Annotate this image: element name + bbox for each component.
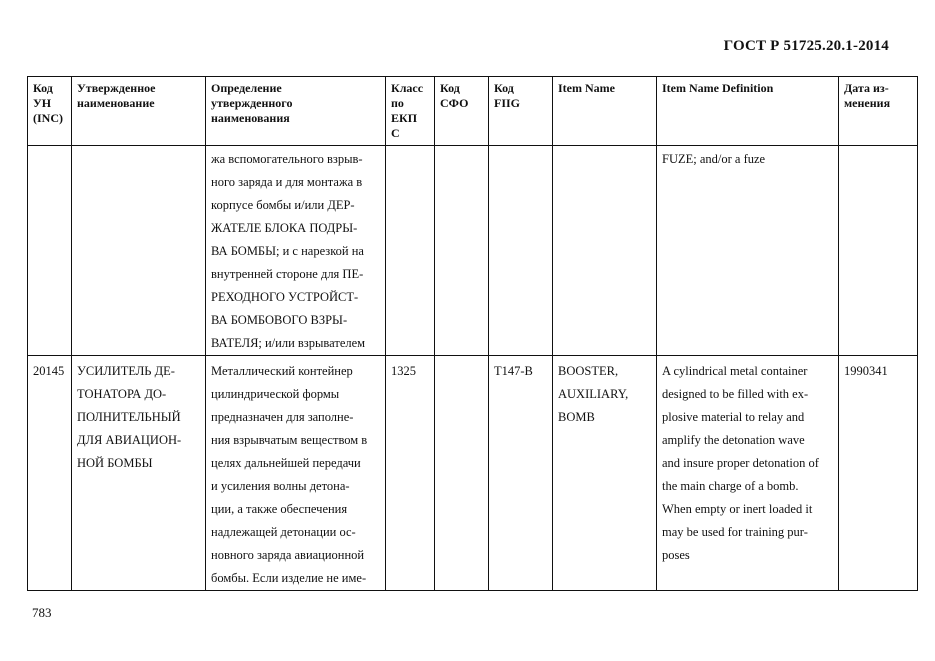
text-line: наименование [77,96,155,110]
text-line: по [391,96,404,110]
text-line: УСИЛИТЕЛЬ ДЕ- [77,364,175,378]
cell-sfo-code [435,356,489,591]
text-line: предназначен для заполне- [211,410,354,424]
text-line: корпусе бомбы и/или ДЕР- [211,198,355,212]
text-line: ЖАТЕЛЕ БЛОКА ПОДРЫ- [211,221,358,235]
text-line: ЕКП [391,111,418,125]
text-line: AUXILIARY, [558,387,629,401]
header-sfo-code [435,77,489,146]
cell-approved-name [72,146,206,356]
text-line: Код [440,81,460,95]
cell-change-date [839,356,918,591]
text-line: внутренней стороне для ПЕ- [211,267,364,281]
registry-table [27,76,918,591]
text-line: СФО [440,96,469,110]
text-line: ВАТЕЛЯ; и/или взрывателем [211,336,366,350]
text-line: ния взрывчатым веществом в [211,433,368,447]
table-header-row [28,77,918,146]
cell-item-name-definition [657,146,839,356]
header-class [386,77,435,146]
text-line: Металлический контейнер [211,364,353,378]
text-line: менения [844,96,891,110]
text-line: бомбы. Если изделие не име- [211,571,367,585]
text-line: amplify the detonation wave [662,433,805,447]
cell-class [386,356,435,591]
text-line: ции, а также обеспечения [211,502,348,516]
text-line: цилиндрической формы [211,387,340,401]
text-line: FIIG [494,96,521,110]
text-line: Код [494,81,514,95]
cell-name-definition [206,356,386,591]
document-code: ГОСТ Р 51725.20.1-2014 [723,38,889,54]
text-line: и усиления волны детона- [211,479,350,493]
text-line: Item Name [558,81,615,95]
text-line: (INC) [33,111,63,125]
text-line: A cylindrical metal container [662,364,808,378]
text-line: наименования [211,111,290,125]
header-item-name-definition [657,77,839,146]
header-item-name [553,77,657,146]
cell-item-name-definition [657,356,839,591]
header-approved-name [72,77,206,146]
cell-fiig-code [489,356,553,591]
cell-sfo-code [435,146,489,356]
cell-change-date [839,146,918,356]
text-line: BOOSTER, [558,364,619,378]
text-line: С [391,126,400,140]
text-line: the main charge of a bomb. [662,479,799,493]
cell-inc-code [28,356,72,591]
text-line: РЕХОДНОГО УСТРОЙСТ- [211,290,359,304]
text-line: Код [33,81,53,95]
text-line: НОЙ БОМБЫ [77,456,153,470]
cell-item-name [553,146,657,356]
text-line: жа вспомогательного взрыв- [211,152,363,166]
cell-class [386,146,435,356]
text-line: and insure proper detonation of [662,456,819,470]
text-line: ВА БОМБЫ; и с нарезкой на [211,244,364,258]
text-line: ного заряда и для монтажа в [211,175,363,189]
text-line: 1990341 [844,364,888,378]
text-line: BOMB [558,410,595,424]
text-line: Item Name Definition [662,81,774,95]
text-line: T147-B [494,364,533,378]
text-line: надлежащей детонации ос- [211,525,356,539]
header-name-definition [206,77,386,146]
text-line: ТОНАТОРА ДО- [77,387,167,401]
text-line: 20145 [33,364,65,378]
table-row [28,356,918,591]
header-change-date [839,77,918,146]
cell-item-name [553,356,657,591]
text-line: утвержденного [211,96,293,110]
text-line: ВА БОМБОВОГО ВЗРЫ- [211,313,348,327]
cell-fiig-code [489,146,553,356]
text-line: целях дальнейшей передачи [211,456,361,470]
header-fiig-code [489,77,553,146]
text-line: may be used for training pur- [662,525,808,539]
cell-name-definition [206,146,386,356]
cell-approved-name [72,356,206,591]
text-line: новного заряда авиационной [211,548,365,562]
text-line: УН [33,96,52,110]
text-line: Утвержденное [77,81,156,95]
text-line: ПОЛНИТЕЛЬНЫЙ [77,410,181,424]
text-line: designed to be filled with ex- [662,387,809,401]
page-number: 783 [32,605,52,620]
text-line: poses [662,548,690,562]
cell-inc-code [28,146,72,356]
header-inc-code [28,77,72,146]
table-row [28,146,918,356]
text-line: ДЛЯ АВИАЦИОН- [77,433,182,447]
text-line: When empty or inert loaded it [662,502,813,516]
text-line: plosive material to relay and [662,410,805,424]
text-line: FUZE; and/or a fuze [662,152,766,166]
text-line: 1325 [391,364,416,378]
text-line: Определение [211,81,282,95]
text-line: Класс [391,81,424,95]
text-line: Дата из- [844,81,889,95]
